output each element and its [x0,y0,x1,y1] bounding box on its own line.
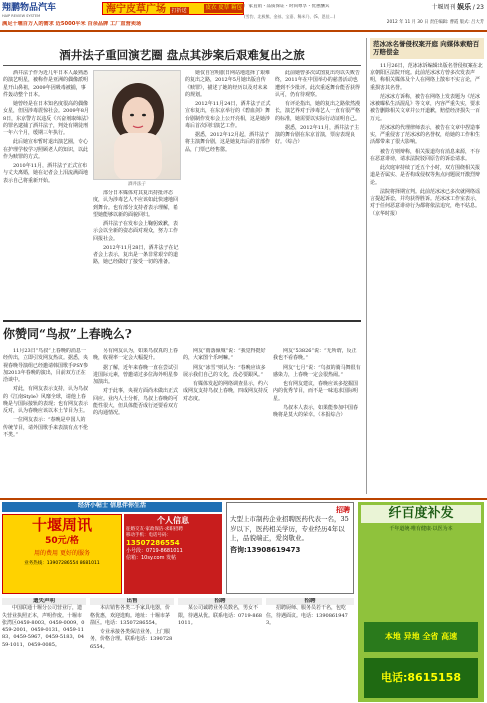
a2c4-p0: 网友“53826”说：“无所谓，反正我也不看春晚。” [273,348,357,362]
ad-tagline: 皮衣 皮草 箱包 [204,4,245,13]
personal-line-0: 征婚交友·家政保洁·求职招聘 [126,526,183,532]
cls-col-mid-title: 出售 [90,598,174,605]
article-2-col3 [183,348,269,496]
a2c2-p2: 对于此事，央视方面尚未做出正式回应。业内人士分析，鸟叔上春晚的可能性很大，但具体能否成行还要看双方的沟通情况。 [93,388,179,416]
sidebar-p1: 范冰冰方诉称，被告在网络上发表题为《范冰冰被曝私生活混乱》等文章，内容严重失实，要求被告删除相关文章并公开道歉，赔偿经济损失一百万元。 [370,93,481,122]
section-name: 娱乐 [457,3,472,11]
cls-col-far-title: 招聘 [266,598,354,605]
sidebar-p2: 范冰冰的代理律师表示，被告在文章中捏造事实，严重侵害了范冰冰的名誉权，给她的工作和生活都带来了很大影响。 [370,124,481,146]
cls-col-right [178,598,262,702]
a1c2-p1: 2012年11月24日，酒井法子正式宣布复出，在东京举行的《碧血剑》舞台剧制作发布会上公开亮相，这是她涉毒后首次回归演艺工作。 [185,101,271,129]
cls-col-left [2,598,86,702]
cls-col-mid-text-2: 专业承接各类保洁业务，上门服务，价格合理。联系电话：13907286554。 [90,629,173,650]
a2c1-p2: 一位网友表示：“春晚是中国人的传统节目，请外国歌手来表演有点不伦不类。” [3,417,89,438]
personal-info-ad [124,514,222,594]
personal-line-2: 13507286554 [126,538,180,547]
cls-col-mid-text: 本店销售各类二手家具电器，价格优惠，欢迎选购。地址：十堰市茅箭区。电话：13507286554。 [90,605,171,626]
right-ad [358,502,484,702]
right-ad-phone: 电话:8615158 [381,671,461,684]
ad-address: (雪豹、北极熊、金丝、宝嘉、稀米乃、(S、恩佳…) [244,14,336,19]
weekly-title: 十堰周讯 [31,516,92,534]
ad-tagline-box [166,4,244,13]
a2c3-p2: 有媒体发起的网络调查显示，约六成网友支持鸟叔上春晚，四成网友持反对态度。 [183,381,269,402]
cls-col-far [266,598,354,702]
date-line: 2012 年 11 月 30 日 责任编辑: 曹霞 版式: 吕大芳 [386,20,484,25]
personal-line-1: 移动手机：电话号码： [126,532,171,538]
weekly-ad [2,514,122,594]
article-1-col1 [3,70,89,316]
personal-line-4: 信箱：10sy.com 发帖 [126,555,177,562]
personal-line-3: 小号段：0719-8681011 [126,548,183,555]
recruit-title: 招聘 [336,506,350,514]
article-2-col1 [3,348,89,496]
right-ad-title: 纤百度补发 [361,505,481,523]
brand-sub: HAIP REVIEW SYSTEM [2,14,41,19]
article-2-col4 [273,348,361,496]
article-1-col3 [93,190,181,316]
a2c1-p0: 11月23日“鸟叔”上春晚的消息一经传出，立即引发网友热议。据悉，央视春晚导演组已经邀请韩国歌手PSY参加2013年春晚的演出，目前双方正在洽谈中。 [3,348,89,383]
page-header [0,0,487,38]
article-1-title: 酒井法子重回演艺圈 盘点其涉案后艰难复出之旅 [59,48,305,62]
recruit-text: 大型上市制药企业招聘医药代表一名，35岁以下，医药相关学历，专业经历4年以上，品貌端正，爱岗敬业。 [230,515,349,543]
article-1-photo [93,70,181,180]
a1c4-p1: 有评论指出，她的复出之路依然漫长，演艺界对于涉毒艺人一直有很严格的标准，她需要以实际行动证明自己。 [275,101,361,122]
ad-features: 厂家直销・品质保证・时尚尊享・优惠酬宾 [244,4,330,9]
a1c3-p1: 酒井法子在发布会上鞠躬致歉，表示会以全新的姿态面对观众，努力工作回报社会。 [93,221,179,242]
article-1 [3,48,361,316]
sidebar-p4: 此次庭审持续了近五个小时，双方围绕相关报道是否属实、是否构成侵权等焦点问题展开激烈辩论。 [370,165,481,186]
a1c1-p0: 酒井法子作为近几年日本人最熟悉的演艺明星，被称作是亚洲的偶像派明星开山鼻祖，2009年因吸毒被捕，事件轰动整个日本。 [3,70,89,98]
cls-col-right-text: 某公司诚聘业务员数名，男女不限，待遇从优。联系电话：0719-8681011。 [178,605,262,626]
article-2 [3,320,361,496]
right-ad-foot: 本地 异地 全省 高速 [384,632,458,641]
a1c2-p0: 她仅自宫明旅日网站地选择了艰难的复出之路，2012年5月她出版自传《赎罪》，描述了她的经历以及对未来的规划。 [185,70,271,98]
a2c4-p2: 也有网友建议，春晚应该多挖掘国内的优秀节目，而不是一味追求国际明星。 [273,381,359,402]
a2c1-p1: 对此，有网友表示支持，认为鸟叔的《江南Style》风靡全球，请他上春晚是与国际接轨的表现；也有网友表示反对，认为春晚应该以本土节目为主。 [3,386,89,414]
article-1-col4 [275,70,361,316]
a2c3-p1: 网友“冰雪”则认为：“春晚应该多展示我们自己的文化，没必要跟风。” [183,364,266,378]
right-ad-phone-box [364,658,478,698]
cls-col-left-title: 遗失声明 [2,598,86,605]
article-2-col2 [93,348,179,496]
a1c1-p3: 2010年11月，酒井法子正式宣布与丈夫离婚，她在记者会上泪流满面地表示自己将重新开始。 [3,163,89,184]
brand-logo [2,2,102,20]
page-number: 23 [476,4,484,11]
article-1-caption: 酒井法子 [128,182,146,187]
cls-col-mid [90,598,174,702]
sidebar-p3: 被告方则辩称，相关报道均有消息来源，不存在恶意诽谤，请求法院驳回原告的诉讼请求。 [370,148,481,162]
sidebar-title: 范冰冰名誉侵权案开庭 向媒体索赔百万赔偿金 [373,40,480,57]
right-ad-sub: 千年道统·唯有健康·以医为本 [389,525,453,532]
a1c1-p2: 此后她宣布暂时退出演艺圈，专心在护理学校学习照顾老人的知识，以此作为赎罪的方式。 [3,139,89,160]
sidebar-p5: 法院将择期宣判。此前范冰冰已多次就网络谣言提起诉讼，并均获得胜诉。范冰冰工作室表示，对于任何恶意诽谤行为都将依法追究，绝不姑息。（京华时报） [370,188,481,217]
sidebar-article [366,38,484,494]
a2c4-p1: 网友“七月”说：“鸟叔的骑马舞很有感染力，上春晚一定会很热闹。” [273,364,361,378]
weekly-phone: 业务热线：13907286554 8681011 [24,561,100,567]
a1c3-p2: 2012年11月28日，酒井法子在记者会上表示，复出是一条非常艰辛的道路，她已经做好了接受一切的准备。 [93,244,179,266]
portrait-photo [94,71,181,180]
a2c3-p0: 网友“雨落倾城”说：“我觉得挺好的，大家图个乐呵嘛。” [183,348,266,362]
header-slogan: 满足十堰百万人的需求 近5000平米 百余品牌 工厂直营卖场 [2,21,142,27]
masthead: 十堰周刊 娱乐 / 23 [431,3,484,11]
article-2-title: 你赞同“鸟叔”上春晚么? [3,327,132,341]
a2c4-p3: 鸟叔本人表示，如果能参加中国春晚将是莫大的荣幸。（本报综合） [273,404,359,418]
ad-badge: 打折送 [171,8,187,14]
a1c4-p0: 此前她曾多次试图复出均以失败告终，2011年在中国举办的慈善活动也遭到不少批评。此次重返舞台能否获得认可，仍有待观察。 [275,70,361,98]
personal-title: 个人信息 [157,516,189,525]
a2c2-p0: 另有网友认为，如果鸟叔真的上春晚，收视率一定会大幅提升。 [93,348,179,362]
classifieds-banner [2,502,222,512]
classifieds-columns [2,598,356,702]
recruit-phone: 咨询:13908619473 [230,545,301,554]
a1c4-p2: 据悉，2012年11月，酒井法子主演的舞台剧在东京首演，票房表现良好。（综合） [275,124,360,146]
classifieds [0,498,487,703]
sidebar-p0: 11月26日，范冰冰诉编辑出版名誉侵权案在北京朝阳区法院开庭。此前范冰冰方曾多次发表声明，称相关媒体及个人在网络上散布不实言论，严重损害其名誉。 [370,62,483,91]
article-1-col2 [185,70,271,316]
recruit-ad [226,502,354,594]
classifieds-banner-text: 经济小帖士 信息伴你生活 [77,502,147,509]
cls-col-far-text: 招聘厨师、服务员若干名，包吃住，待遇面议。电话：13908619473。 [266,605,348,626]
a2c2-p1: 据了解，近年来春晚一直在尝试引进国际元素，曾邀请过多位海外明星参加演出。 [93,364,179,385]
cls-col-left-text: 中国联通十堰分公司营业厅，遗失营业执照正本，声明作废。十堰市张湾区0459-8003，0459-0009，0459-2001，0459-0131，0459-1183，0459-5967，0459-5183，0459-1011，0459-0085。 [2,605,85,648]
right-ad-logo [364,622,478,652]
weekly-price: 50元/格 [45,536,79,547]
weekly-slogan: 用的费用 更好的服务 [34,550,90,558]
article-1-title-rule [3,65,361,66]
ad-title: 海宁皮草广场 [106,4,166,15]
header-rule [0,30,487,32]
a1c3-p0: 部分日本媒体对其复出持批评态度，认为涉毒艺人不应该如此快速地回到舞台。也有部分支持者表示理解，希望她能够以新的面貌回归。 [93,190,179,218]
a1c1-p1: 她曾经是在日本知名度很高的偶像女星，但因涉毒震惊社会。2009年8月8日，东京警方以违反《兴奋剂取缔法》的罪名逮捕了酒井法子，判处有期徒刑一年六个月，缓期三年执行。 [3,101,89,136]
paper-name: 十堰周刊 [431,4,456,11]
cls-col-right-title: 招聘 [178,598,262,605]
sidebar-title-box [370,38,484,59]
brand-title: 翔鹏物品汽车 [2,3,57,13]
a1c2-p2: 据悉，2012年12月起，酒井法子将主演舞台剧，这是她复出后的首部作品，门票已经售罄。 [185,132,271,153]
